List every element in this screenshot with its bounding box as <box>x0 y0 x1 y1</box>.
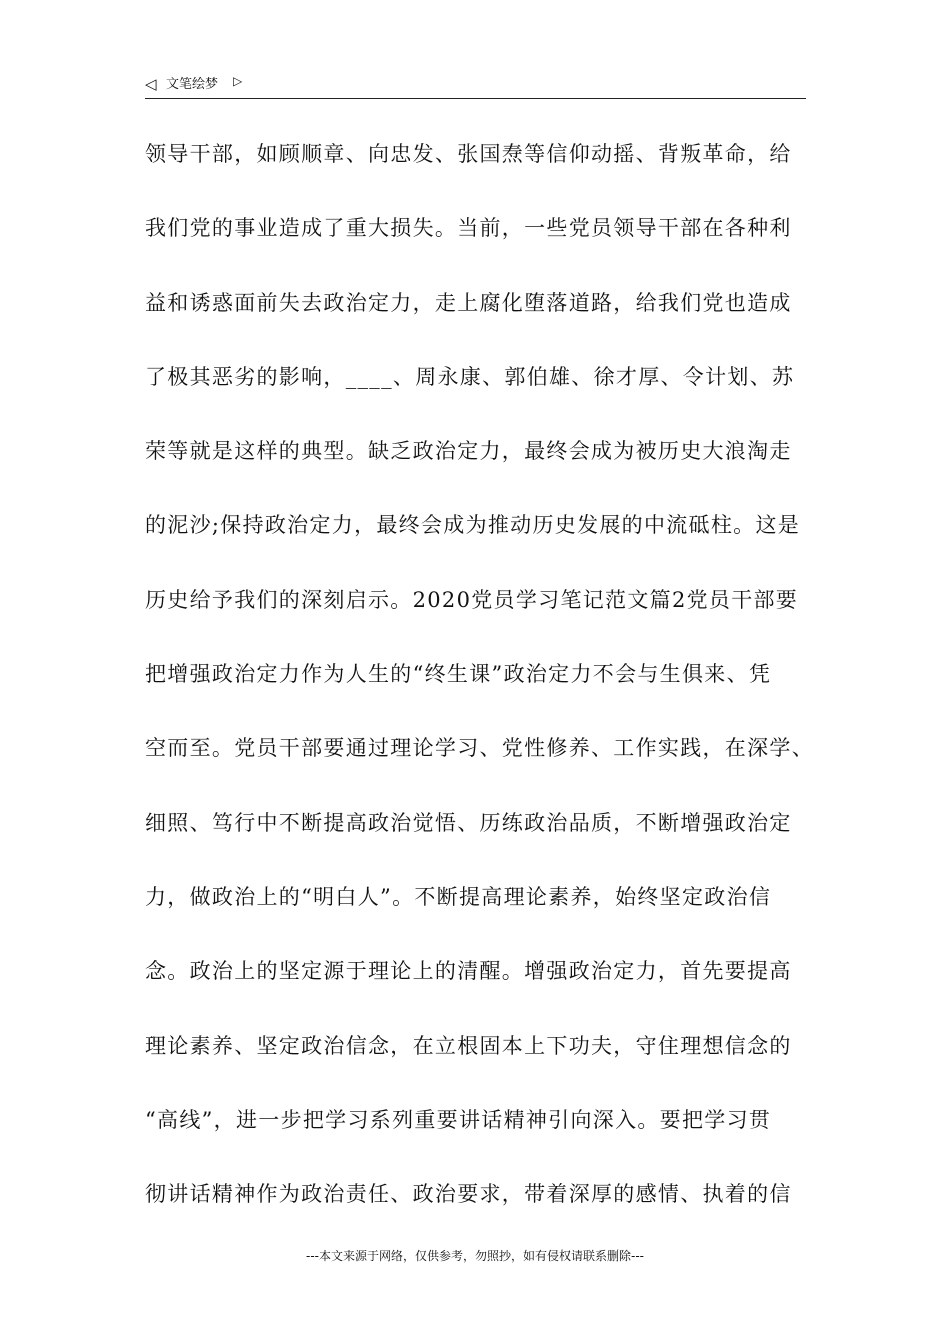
header-brand: 文笔绘梦 <box>166 77 219 92</box>
document-body <box>145 134 835 1248</box>
text-line: 我们党的事业造成了重大损失。当前，一些党员领导干部在各种利 <box>145 216 792 241</box>
text-line: 细照、笃行中不断提高政治觉悟、历练政治品质，不断增强政治定 <box>145 810 792 835</box>
text-line: 念。政治上的坚定源于理论上的清醒。增强政治定力，首先要提高 <box>145 959 792 984</box>
text-line: 把增强政治定力作为人生的“终生课”政治定力不会与生俱来、凭 <box>145 662 772 687</box>
text-line: 荣等就是这样的典型。缺乏政治定力，最终会成为被历史大浪淘走 <box>145 439 792 464</box>
triangle-left-icon: ◁ <box>145 75 157 93</box>
text-line: 领导干部，如顾顺章、向忠发、张国焘等信仰动摇、背叛革命，给 <box>145 142 792 166</box>
triangle-right-icon: ▷ <box>233 74 243 88</box>
text-line: 理论素养、坚定政治信念，在立根固本上下功夫，守住理想信念的 <box>145 1033 792 1058</box>
text-line: 力，做政治上的“明白人”。不断提高理论素养，始终坚定政治信 <box>145 884 772 909</box>
page-footer: ---本文来源于网络，仅供参考，勿照抄，如有侵权请联系删除--- <box>306 1249 644 1263</box>
text-line: 彻讲话精神作为政治责任、政治要求，带着深厚的感情、执着的信 <box>145 1182 792 1207</box>
text-line: 空而至。党员干部要通过理论学习、党性修养、工作实践，在深学、 <box>145 736 814 761</box>
page-header <box>145 74 806 99</box>
text-line: 了极其恶劣的影响，____、周永康、郭伯雄、徐才厚、令计划、苏 <box>145 364 795 389</box>
text-line: 益和诱惑面前失去政治定力，走上腐化堕落道路，给我们党也造成 <box>145 290 792 315</box>
text-line: “高线”，进一步把学习系列重要讲话精神引向深入。要把学习贯 <box>145 1107 772 1132</box>
text-line: 的泥沙;保持政治定力，最终会成为推动历史发展的中流砥柱。这是 <box>145 513 801 538</box>
text-line: 历史给予我们的深刻启示。2020党员学习笔记范文篇2党员干部要 <box>145 587 799 612</box>
